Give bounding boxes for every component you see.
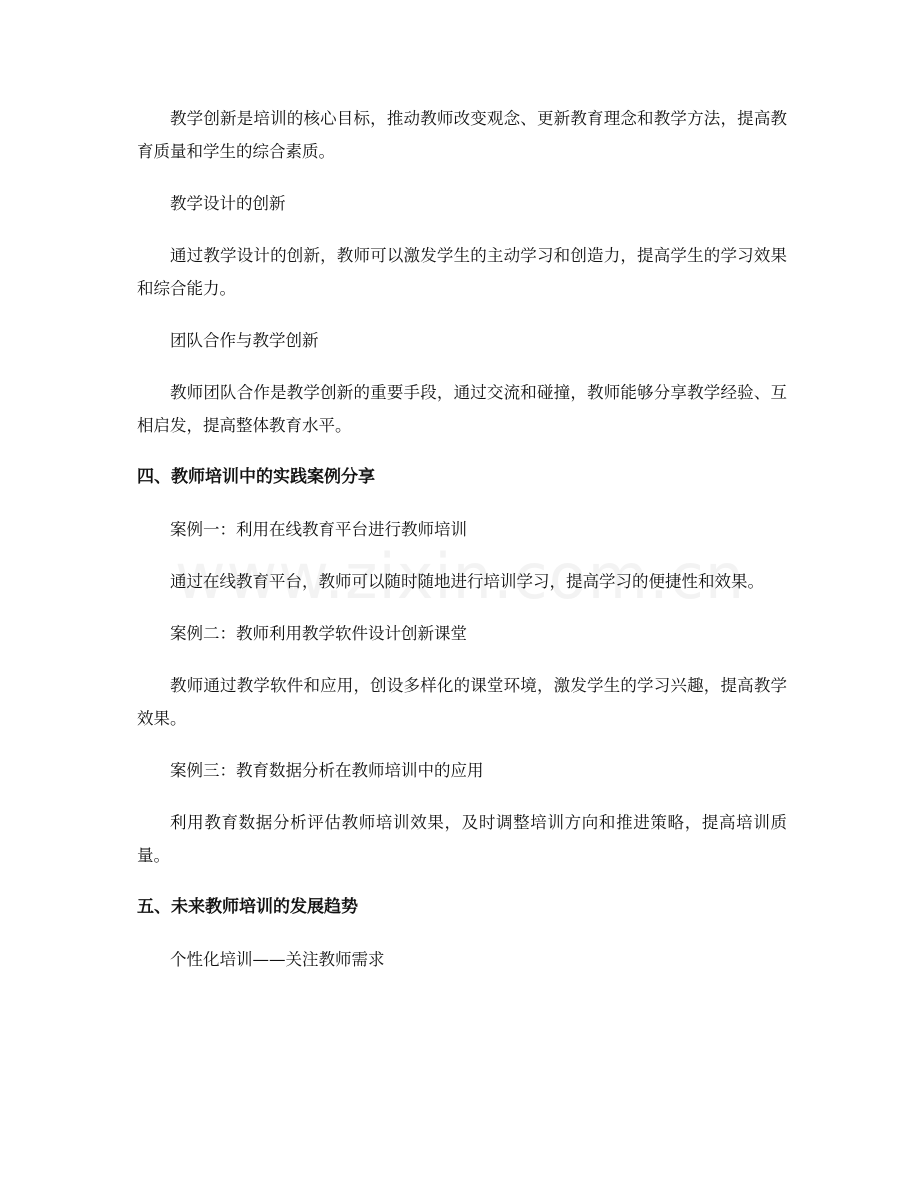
subheading-case-three: 案例三：教育数据分析在教师培训中的应用 — [170, 761, 484, 780]
subheading-case-two: 案例二：教师利用教学软件设计创新课堂 — [170, 624, 467, 643]
document-body — [137, 102, 787, 995]
paragraph-case-one: 通过在线教育平台，教师可以随时随地进行培训学习，提高学习的便捷性和效果。 — [170, 572, 764, 591]
paragraph-case-three: 利用教育数据分析评估教师培训效果，及时调整培训方向和推进策略，提高培训质量。 — [137, 813, 787, 865]
paragraph-innovation-goal: 教学创新是培训的核心目标，推动教师改变观念、更新教育理念和教学方法，提高教育质量和学生的综合素质。 — [137, 109, 787, 161]
subheading-personalized-training: 个性化培训——关注教师需求 — [170, 950, 385, 969]
section-heading-case-studies: 四、教师培训中的实践案例分享 — [137, 467, 375, 487]
section-heading-future-trends: 五、未来教师培训的发展趋势 — [137, 897, 358, 917]
paragraph-case-two: 教师通过教学软件和应用，创设多样化的课堂环境，激发学生的学习兴趣，提高教学效果。 — [137, 676, 787, 728]
paragraph-design-innovation: 通过教学设计的创新，教师可以激发学生的主动学习和创造力，提高学生的学习效果和综合能力。 — [137, 246, 787, 298]
subheading-case-one: 案例一：利用在线教育平台进行教师培训 — [170, 520, 467, 539]
subheading-design-innovation: 教学设计的创新 — [170, 194, 286, 213]
subheading-team-collaboration: 团队合作与教学创新 — [170, 331, 319, 350]
paragraph-team-collaboration: 教师团队合作是教学创新的重要手段，通过交流和碰撞，教师能够分享教学经验、互相启发，提高整体教育水平。 — [137, 383, 787, 435]
